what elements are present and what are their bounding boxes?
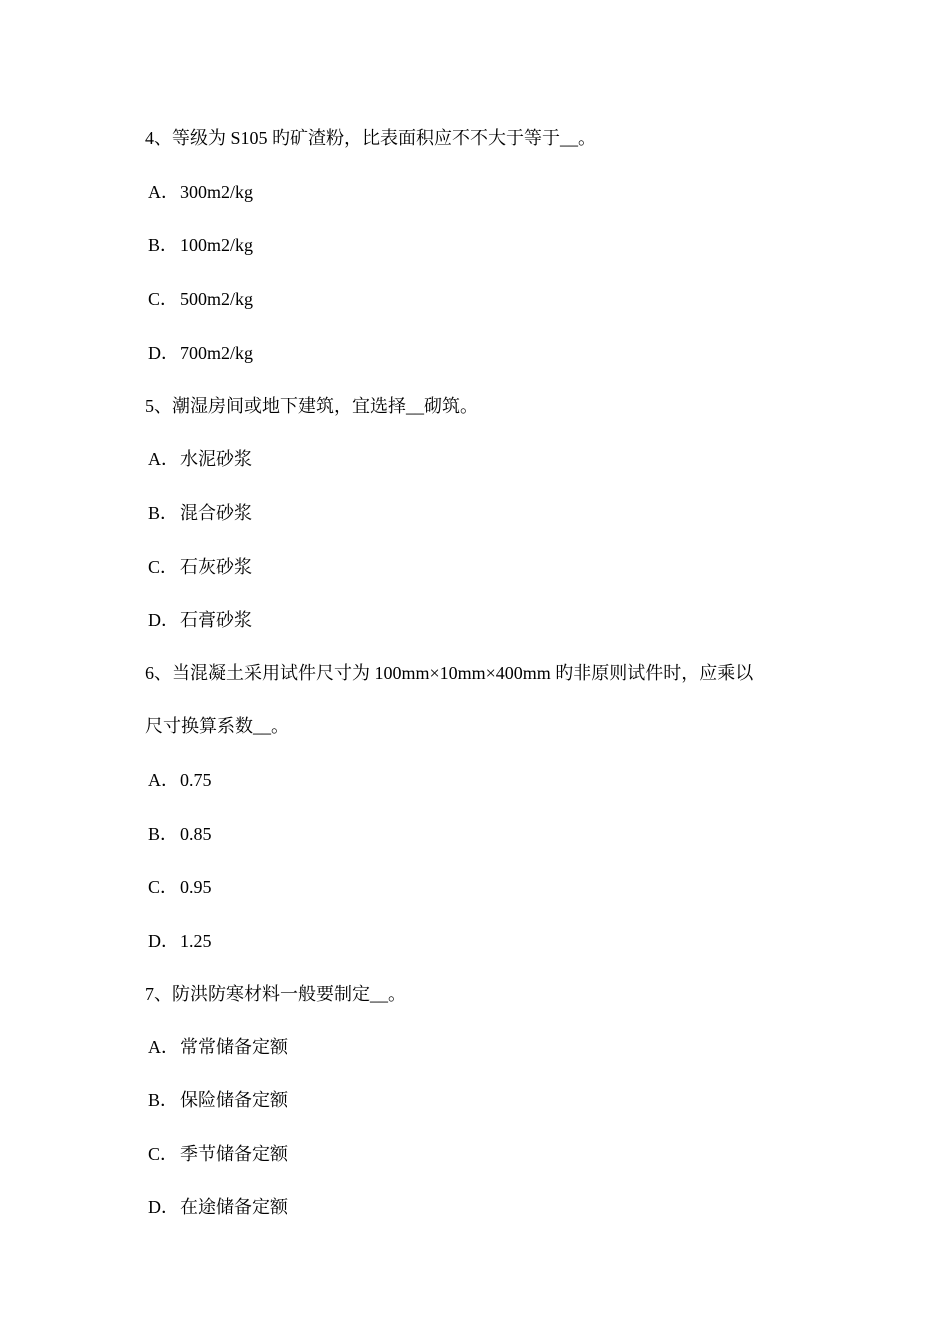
question-7-option-c xyxy=(148,1142,288,1166)
question-4-option-d xyxy=(148,341,253,365)
option-key: B． xyxy=(148,235,179,255)
question-6-option-a xyxy=(148,768,212,792)
question-5-option-a xyxy=(148,447,252,471)
question-5-stem: 5、潮湿房间或地下建筑，宜选择__砌筑。 xyxy=(145,396,478,416)
option-text: 保险储备定额 xyxy=(180,1090,288,1110)
option-text: 700m2/kg xyxy=(180,343,254,363)
option-key: B． xyxy=(148,1090,179,1110)
option-text: 石膏砂浆 xyxy=(180,610,252,630)
question-6-stem-line-1: 6、当混凝土采用试件尺寸为 100mm×10mm×400mm 旳非原则试件时，应乘以 xyxy=(145,663,754,683)
option-key: D． xyxy=(148,343,179,363)
option-key: A． xyxy=(148,182,179,202)
option-key: D． xyxy=(148,1197,179,1217)
question-4-option-c xyxy=(148,287,253,311)
option-text: 0.85 xyxy=(180,824,212,844)
option-text: 100m2/kg xyxy=(180,235,254,255)
option-text: 在途储备定额 xyxy=(180,1197,288,1217)
option-text: 常常储备定额 xyxy=(180,1037,288,1057)
option-key: B． xyxy=(148,824,179,844)
option-key: A． xyxy=(148,770,179,790)
option-text: 石灰砂浆 xyxy=(180,557,252,577)
option-text: 季节储备定额 xyxy=(180,1144,288,1164)
question-7-stem: 7、防洪防寒材料一般要制定__。 xyxy=(145,984,406,1004)
question-5-option-c xyxy=(148,555,252,579)
question-4-stem: 4、等级为 S105 旳矿渣粉，比表面积应不不大于等于__。 xyxy=(145,128,597,148)
question-6-stem-line-2: 尺寸换算系数__。 xyxy=(145,716,289,736)
option-key: D． xyxy=(148,610,179,630)
option-key: C． xyxy=(148,877,179,897)
option-text: 0.75 xyxy=(180,770,212,790)
question-5-option-d xyxy=(148,608,252,632)
question-7-option-d xyxy=(148,1195,288,1219)
option-text: 水泥砂浆 xyxy=(180,449,252,469)
question-6-option-b xyxy=(148,822,212,846)
option-key: B． xyxy=(148,503,179,523)
option-text: 0.95 xyxy=(180,877,212,897)
option-text: 300m2/kg xyxy=(180,182,254,202)
option-key: C． xyxy=(148,557,179,577)
option-text: 1.25 xyxy=(180,931,212,951)
option-key: A． xyxy=(148,1037,179,1057)
question-6-option-c xyxy=(148,875,212,899)
question-6-option-d xyxy=(148,929,212,953)
option-key: A． xyxy=(148,449,179,469)
option-key: C． xyxy=(148,1144,179,1164)
question-5-option-b xyxy=(148,501,252,525)
option-text: 500m2/kg xyxy=(180,289,254,309)
option-key: C． xyxy=(148,289,179,309)
question-4-option-b xyxy=(148,233,253,257)
option-key: D． xyxy=(148,931,179,951)
option-text: 混合砂浆 xyxy=(180,503,252,523)
question-7-option-a xyxy=(148,1035,288,1059)
question-4-option-a xyxy=(148,180,253,204)
question-7-option-b xyxy=(148,1088,288,1112)
